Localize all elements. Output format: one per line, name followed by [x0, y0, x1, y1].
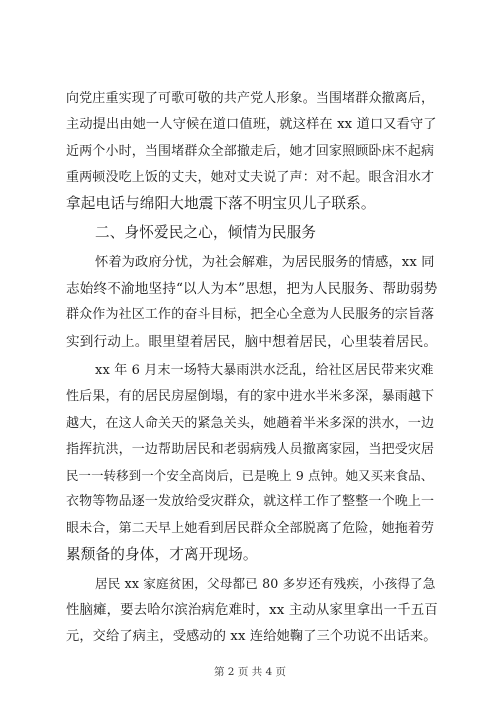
text-line: 志始终不渝地坚持“以人为本”思想，把为人民服务、帮助弱势 [66, 281, 438, 298]
text-line: 累颓备的身体，才离开现场。 [66, 546, 258, 564]
text-line: 重两顿没吃上饭的丈夫，她对丈夫说了声：对不起。眼含泪水才 [66, 169, 435, 185]
paragraph [66, 250, 438, 355]
paragraph-continuation [66, 86, 438, 217]
text-line: 居民 xx 家庭贫困，父母都已 80 多岁还有残疾，小孩得了急 [95, 576, 436, 592]
text-line: 主动提出由她一人守候在道口值班，就这样在 xx 道口又看守了 [66, 117, 437, 133]
text-line: 实到行动上。眼里望着居民，脑中想着居民，心里装着居民。 [66, 333, 438, 350]
text-line: 性后果，有的居民房屋倒塌，有的家中进水半米多深，暴雨越下 [66, 389, 435, 405]
page-footer [0, 665, 500, 679]
text-line: 拿起电话与绵阳大地震下落不明宝贝儿子联系。 [66, 195, 376, 213]
text-line: 群众作为社区工作的奋斗目标，把全心全意为人民服务的宗旨落 [66, 307, 435, 323]
text-line: 性脑瘫，要去哈尔滨治病危难时，xx 主动从家里拿出一千五百 [66, 602, 438, 618]
text-line: 越大，在这人命关天的紧急关头，她趟着半米多深的洪水，一边 [66, 415, 435, 431]
text-line: 民一一转移到一个安全高岗后，已是晚上 9 点钟。她又买来食品、 [66, 468, 434, 484]
text-line: 眼未合，第二天早上她看到居民群众全部脱离了危险，她拖着劳 [66, 520, 435, 536]
section-heading [66, 220, 438, 246]
text-line: 怀着为政府分忧，为社会解难，为居民服务的情感，xx 同 [95, 254, 435, 270]
section-heading-text: 二、身怀爱民之心，倾情为民服务 [95, 224, 317, 242]
paragraph [66, 358, 438, 568]
document-body [66, 86, 438, 650]
text-line: 元，交给了病主，受感动的 xx 连给她鞠了三个功说不出话来。 [66, 628, 437, 644]
page-number-label: 第 2 页 共 4 页 [213, 666, 287, 678]
text-line: xx 年 6 月末一场特大暴雨洪水泛乱，给社区居民带来灾难 [95, 362, 434, 378]
text-line: 指挥抗洪，一边帮助居民和老弱病残人员撤离家园，当把受灾居 [66, 441, 435, 457]
text-line: 向党庄重实现了可歌可敬的共产党人形象。当围堵群众撤离后， [66, 91, 435, 106]
paragraph [66, 571, 438, 650]
text-line: 衣物等物品逐一发放给受灾群众，就这样工作了整整一个晚上一 [66, 494, 435, 510]
text-line: 近两个小时，当围堵群众全部撤走后，她才回家照顾卧床不起病 [66, 143, 435, 159]
